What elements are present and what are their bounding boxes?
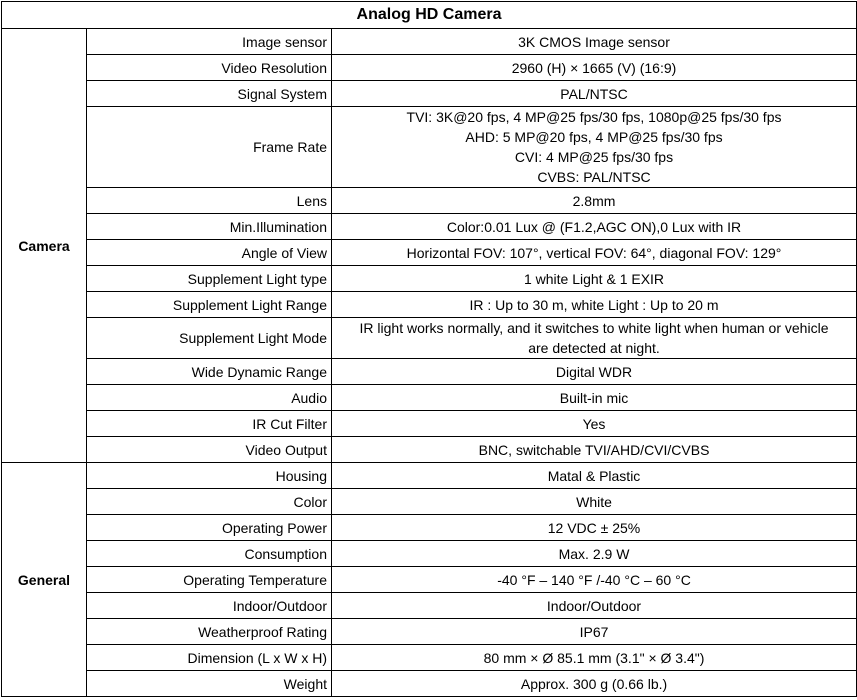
spec-value	[332, 318, 857, 359]
spec-value-line: IP67	[579, 623, 609, 640]
table-row	[2, 292, 857, 318]
spec-label: Color	[87, 489, 332, 515]
table-row	[2, 645, 857, 671]
spec-value	[332, 107, 857, 188]
spec-value	[332, 385, 857, 411]
spec-value	[332, 359, 857, 385]
spec-value-line: AHD: 5 MP@20 fps, 4 MP@25 fps/30 fps	[465, 129, 723, 145]
spec-label: Operating Temperature	[87, 567, 332, 593]
table-row	[2, 619, 857, 645]
table-row	[2, 188, 857, 214]
spec-value-line: 1 white Light & 1 EXIR	[523, 270, 665, 287]
spec-value-line: White	[576, 493, 612, 510]
spec-label: Lens	[87, 188, 332, 214]
spec-label: Signal System	[87, 81, 332, 107]
spec-value	[332, 240, 857, 266]
spec-value-line: 80 mm × Ø 85.1 mm (3.1" × Ø 3.4")	[483, 649, 705, 666]
spec-table	[1, 1, 857, 697]
table-row	[2, 266, 857, 292]
spec-value-line: IR light works normally, and it switches to white light when human or vehicle	[359, 320, 829, 336]
spec-label: Video Resolution	[87, 55, 332, 81]
spec-value	[332, 266, 857, 292]
spec-value-line: CVI: 4 MP@25 fps/30 fps	[514, 149, 674, 165]
table-row	[2, 411, 857, 437]
spec-value-line: PAL/NTSC	[560, 85, 628, 102]
table-row	[2, 489, 857, 515]
table-row	[2, 541, 857, 567]
spec-label: Min.Illumination	[87, 214, 332, 240]
table-row	[2, 29, 857, 55]
spec-value	[332, 593, 857, 619]
table-row	[2, 55, 857, 81]
spec-value	[332, 81, 857, 107]
spec-label: Weight	[87, 671, 332, 697]
spec-label: Angle of View	[87, 240, 332, 266]
spec-label: Supplement Light type	[87, 266, 332, 292]
table-row	[2, 463, 857, 489]
spec-value-line: IR : Up to 30 m, white Light : Up to 20 m	[469, 296, 719, 313]
spec-label: Dimension (L x W x H)	[87, 645, 332, 671]
spec-label: Housing	[87, 463, 332, 489]
spec-value	[332, 671, 857, 697]
spec-value	[332, 292, 857, 318]
spec-label: Operating Power	[87, 515, 332, 541]
table-row	[2, 593, 857, 619]
spec-value	[332, 411, 857, 437]
spec-label: Image sensor	[87, 29, 332, 55]
table-row	[2, 515, 857, 541]
spec-value-line: Max. 2.9 W	[558, 545, 630, 562]
table-row	[2, 359, 857, 385]
spec-body	[2, 29, 857, 697]
spec-label: Wide Dynamic Range	[87, 359, 332, 385]
spec-value	[332, 214, 857, 240]
table-row	[2, 318, 857, 359]
table-row	[2, 107, 857, 188]
spec-value	[332, 437, 857, 463]
spec-label: IR Cut Filter	[87, 411, 332, 437]
spec-label: Indoor/Outdoor	[87, 593, 332, 619]
spec-value-line: Digital WDR	[555, 363, 633, 380]
spec-value-line: -40 °F – 140 °F /-40 °C – 60 °C	[497, 571, 691, 588]
spec-value-line: 2960 (H) × 1665 (V) (16:9)	[511, 59, 677, 76]
spec-value	[332, 515, 857, 541]
spec-value-line: Yes	[582, 415, 606, 432]
spec-value-line: Indoor/Outdoor	[546, 597, 642, 614]
table-title: Analog HD Camera	[2, 2, 857, 29]
spec-value-line: are detected at night.	[528, 340, 660, 356]
spec-value-line: Approx. 300 g (0.66 lb.)	[520, 675, 668, 692]
spec-value	[332, 645, 857, 671]
table-row	[2, 437, 857, 463]
spec-value	[332, 619, 857, 645]
spec-label: Supplement Light Range	[87, 292, 332, 318]
spec-value-line: CVBS: PAL/NTSC	[537, 169, 651, 185]
spec-value	[332, 567, 857, 593]
spec-label: Frame Rate	[87, 107, 332, 188]
spec-value-line: Horizontal FOV: 107°, vertical FOV: 64°, diagonal FOV: 129°	[406, 244, 782, 261]
spec-label: Audio	[87, 385, 332, 411]
table-row	[2, 240, 857, 266]
spec-value	[332, 29, 857, 55]
spec-value	[332, 188, 857, 214]
table-row	[2, 81, 857, 107]
spec-value	[332, 489, 857, 515]
spec-value-line: Built-in mic	[559, 389, 629, 406]
spec-value-line: 12 VDC ± 25%	[547, 519, 641, 536]
spec-value-line: Matal & Plastic	[547, 467, 641, 484]
table-row	[2, 671, 857, 697]
spec-value	[332, 463, 857, 489]
group-label: General	[2, 463, 87, 697]
spec-value-line: 3K CMOS Image sensor	[518, 33, 670, 50]
spec-value-line: TVI: 3K@20 fps, 4 MP@25 fps/30 fps, 1080p@25 fps/30 fps	[406, 109, 782, 125]
table-row	[2, 567, 857, 593]
spec-value	[332, 55, 857, 81]
table-row	[2, 214, 857, 240]
table-row	[2, 385, 857, 411]
spec-label: Video Output	[87, 437, 332, 463]
spec-label: Consumption	[87, 541, 332, 567]
spec-value	[332, 541, 857, 567]
spec-value-line: BNC, switchable TVI/AHD/CVI/CVBS	[478, 441, 710, 458]
spec-label: Weatherproof Rating	[87, 619, 332, 645]
spec-value-line: Color:0.01 Lux @ (F1.2,AGC ON),0 Lux with IR	[446, 218, 742, 235]
group-label: Camera	[2, 29, 87, 463]
spec-label: Supplement Light Mode	[87, 318, 332, 359]
spec-value-line: 2.8mm	[572, 192, 616, 209]
